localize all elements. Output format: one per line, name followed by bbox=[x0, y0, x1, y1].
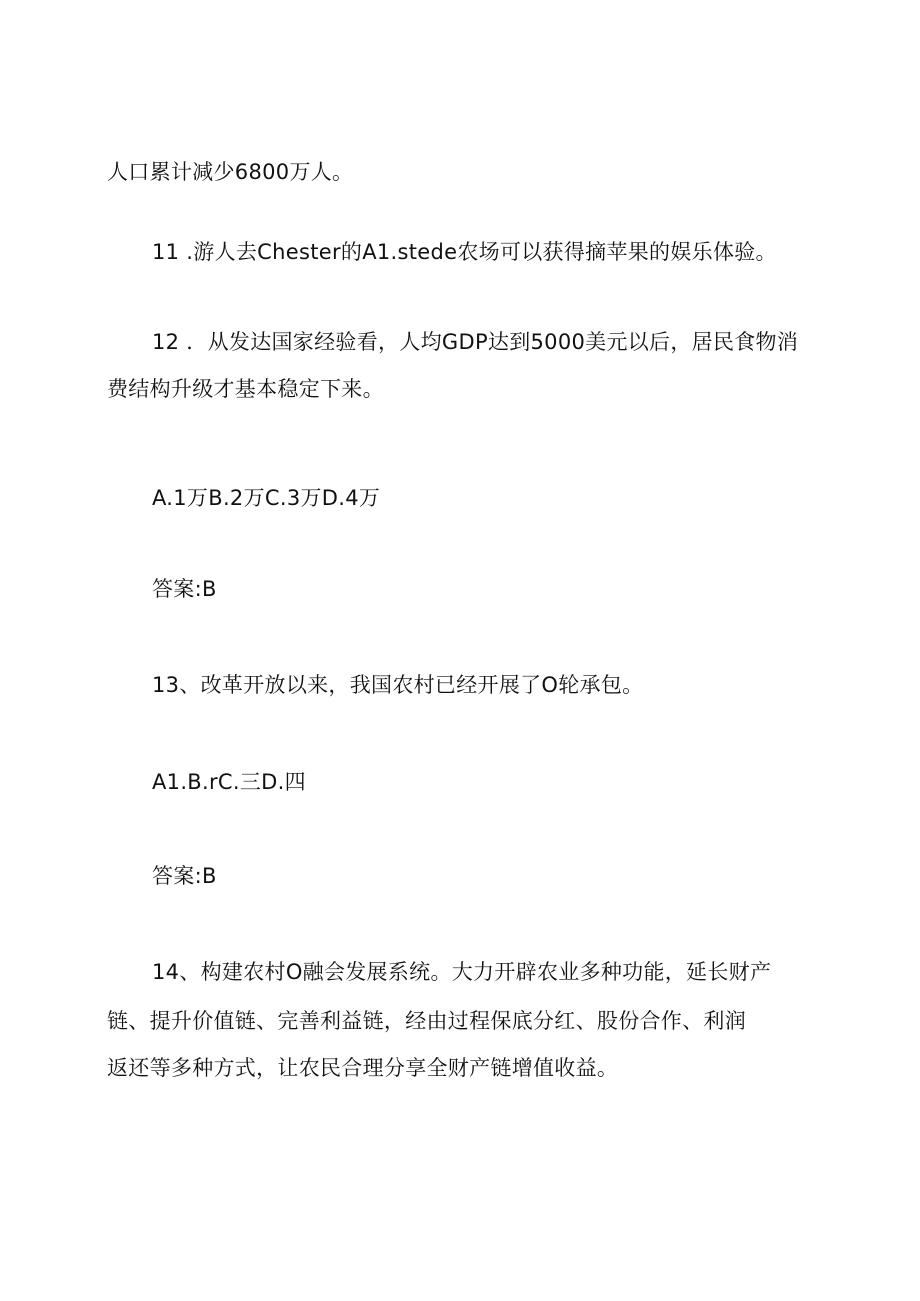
text-line-population: 人口累计减少6800万人。 bbox=[107, 160, 354, 184]
question-12-answer: 答案:B bbox=[152, 577, 217, 601]
question-14-text-line2: 链、提升价值链、完善利益链，经由过程保底分红、股份合作、利润 bbox=[107, 1009, 746, 1033]
question-13-options: A1.B.rC.三D.四 bbox=[152, 770, 306, 794]
question-14-text-line3: 返还等多种方式，让农民合理分享全财产链增值收益。 bbox=[107, 1056, 619, 1080]
question-12-text-line1: 12 ．从发达国家经验看，人均GDP达到5000美元以后，居民食物消 bbox=[152, 330, 799, 354]
question-11-text: 11 .游人去Chester的A1.stede农场可以获得摘苹果的娱乐体验。 bbox=[152, 240, 777, 264]
question-12-text-line2: 费结构升级才基本稳定下来。 bbox=[107, 377, 384, 401]
question-13-text: 13、改革开放以来，我国农村已经开展了O轮承包。 bbox=[152, 673, 644, 697]
question-14-text-line1: 14、构建农村O融会发展系统。大力开辟农业多种功能，延长财产 bbox=[152, 960, 772, 984]
question-13-answer: 答案:B bbox=[152, 864, 217, 888]
question-12-options: A.1万B.2万C.3万D.4万 bbox=[152, 486, 381, 510]
